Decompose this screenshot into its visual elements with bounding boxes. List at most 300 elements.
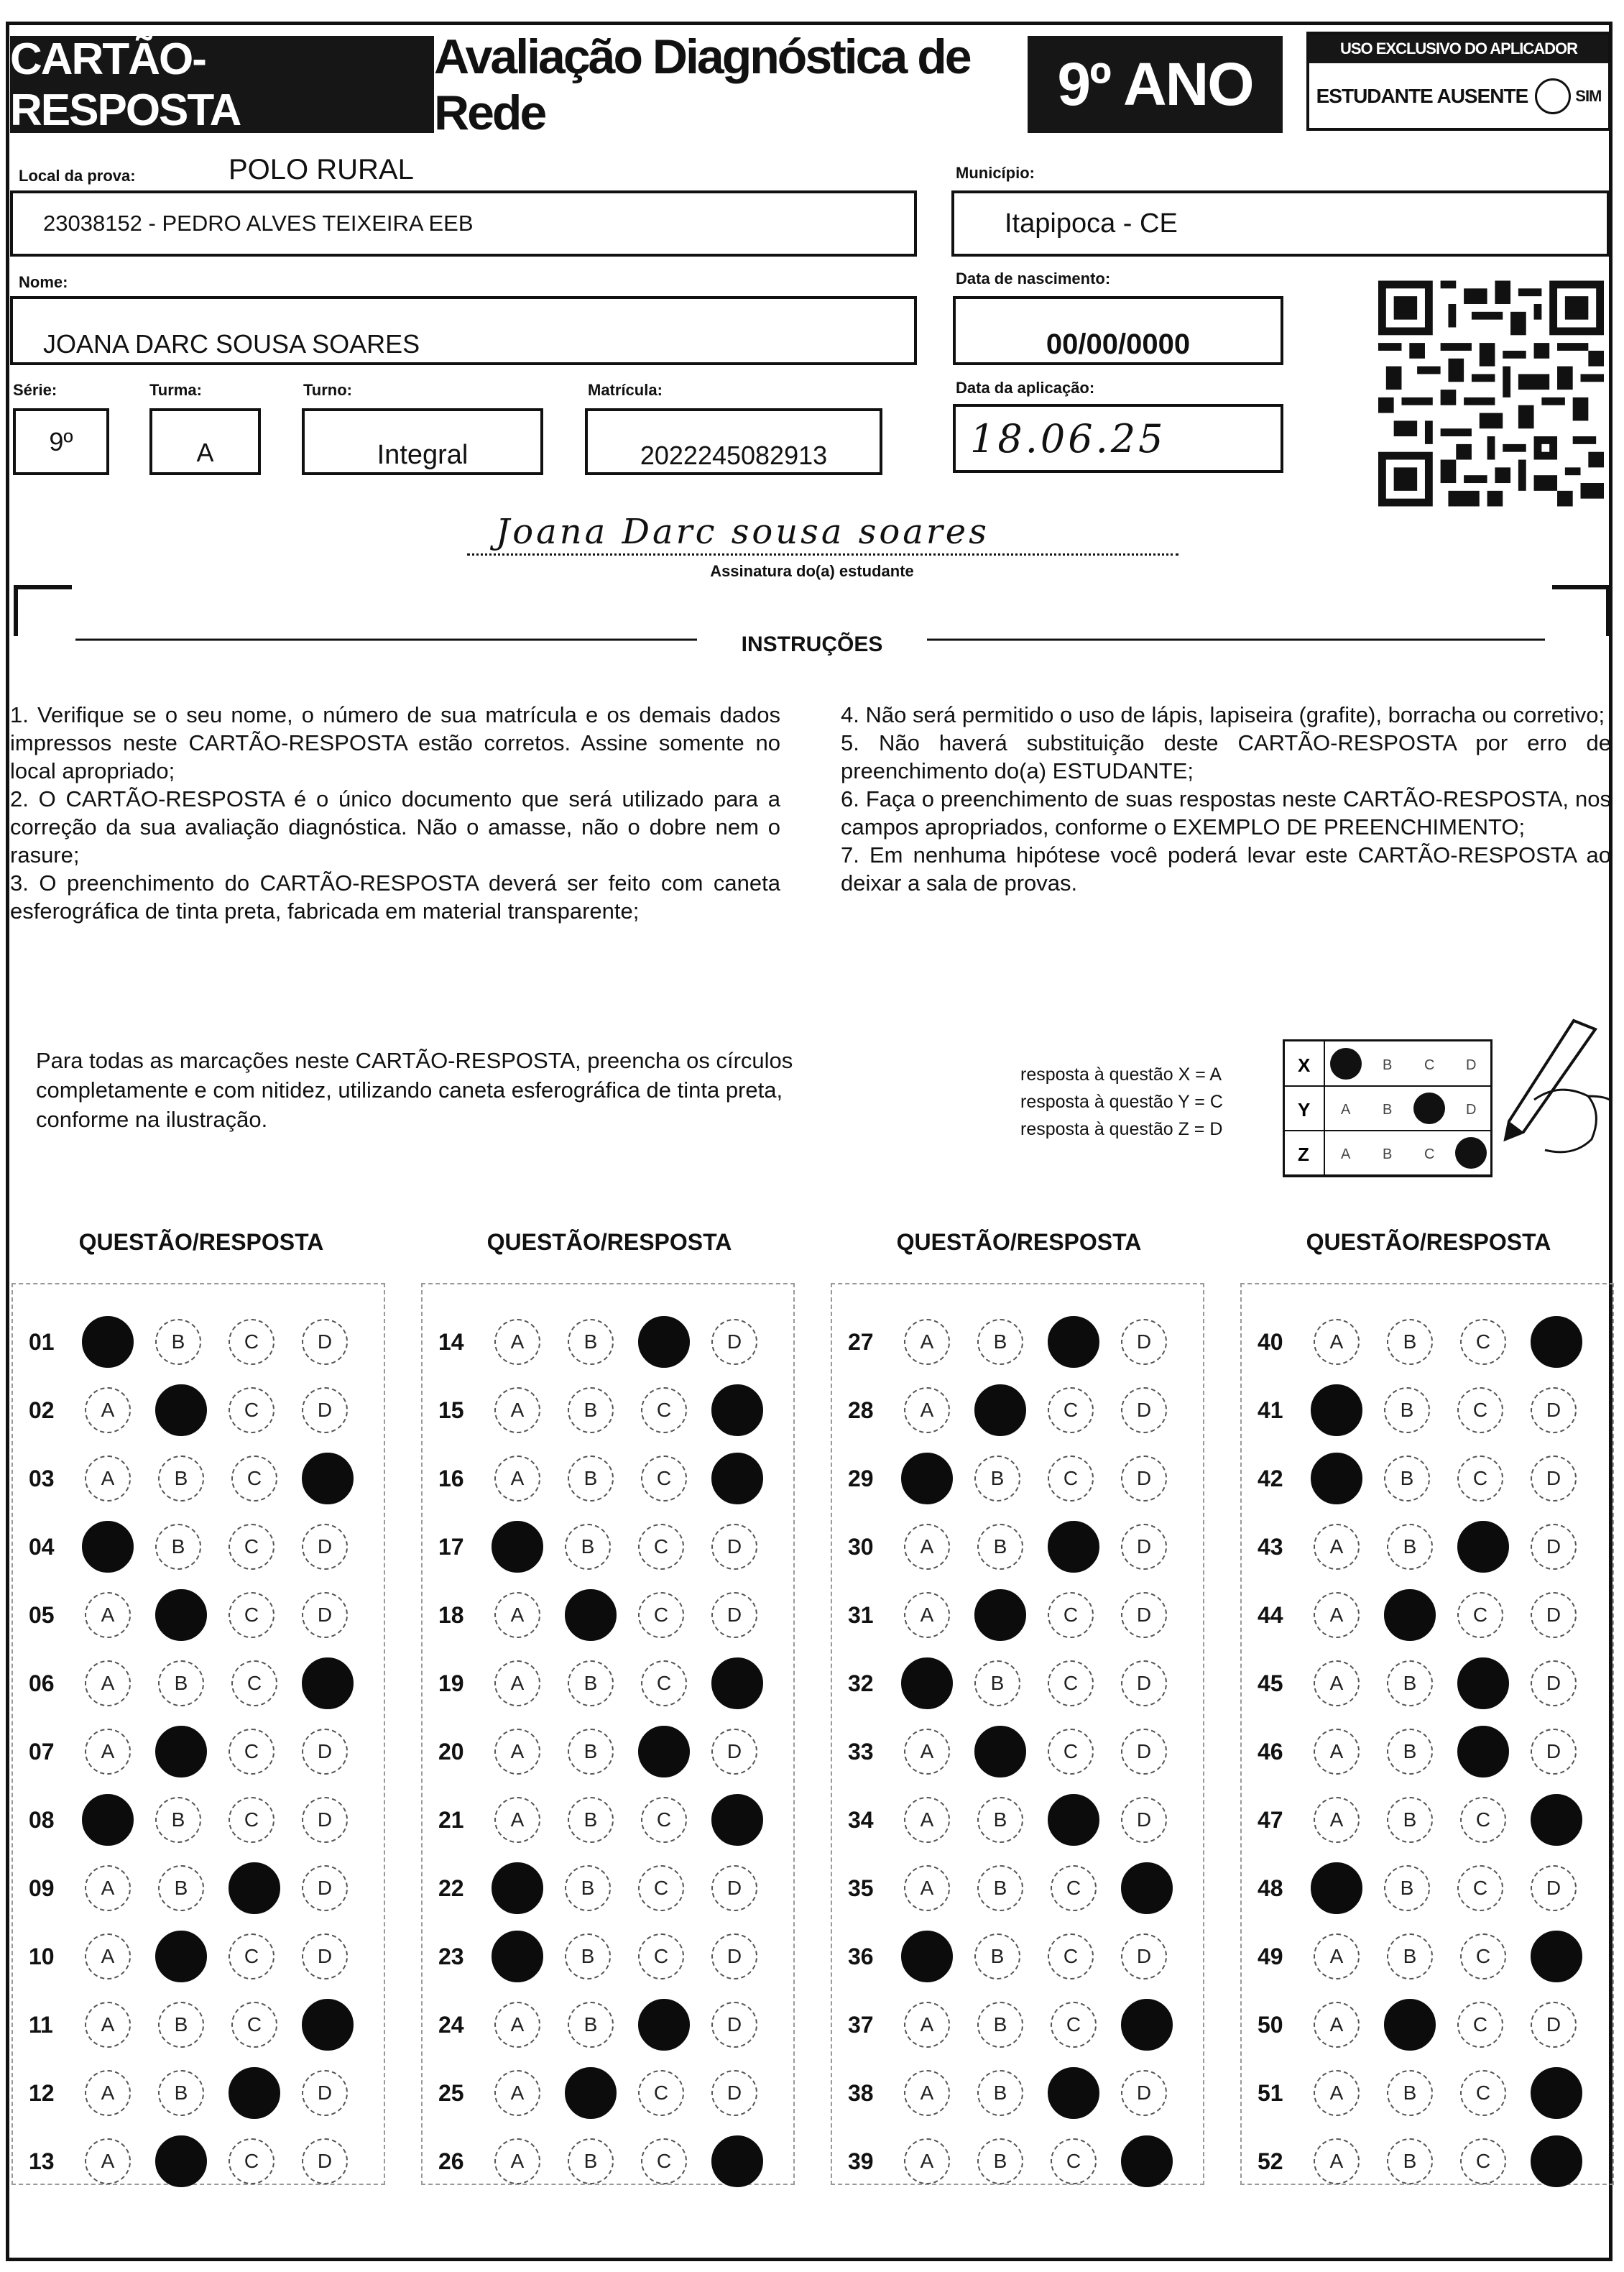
answer-bubble-c[interactable] (229, 1862, 280, 1914)
answer-bubble-d[interactable]: D (1121, 1387, 1167, 1433)
example-bubble-letter: B (1383, 1057, 1393, 1073)
answer-bubble-d[interactable]: D (302, 1729, 348, 1775)
turno-value: Integral (377, 440, 469, 470)
example-line: resposta à questão X = A (1020, 1064, 1222, 1085)
question-row (423, 1586, 796, 1644)
question-row (13, 1381, 387, 1439)
answer-bubble-c[interactable]: C (229, 1524, 274, 1570)
question-number: 22 (438, 1875, 464, 1901)
answer-bubble-d[interactable] (1121, 2135, 1173, 2187)
answer-bubble-d[interactable]: D (1531, 1455, 1577, 1501)
instructions-left (10, 701, 780, 925)
answer-bubble-d[interactable]: D (1531, 1729, 1577, 1775)
question-number: 24 (438, 2011, 464, 2038)
answer-bubble-d[interactable]: D (711, 1933, 757, 1979)
answer-bubble-d[interactable] (1121, 1862, 1173, 1914)
answer-bubble-d[interactable]: D (302, 2138, 348, 2184)
answer-bubble-c[interactable]: C (231, 1660, 277, 1706)
answer-bubble-d[interactable] (1121, 1999, 1173, 2051)
answer-bubble-d[interactable]: D (711, 2002, 757, 2048)
answer-bubble-a[interactable]: A (494, 1387, 540, 1433)
question-row (423, 1381, 796, 1439)
answer-bubble-d[interactable] (302, 1999, 354, 2051)
answer-bubble-d[interactable]: D (302, 1865, 348, 1911)
answer-bubble-d[interactable]: D (1121, 1455, 1167, 1501)
answer-bubble-a[interactable]: A (85, 2070, 131, 2116)
answer-bubble-b[interactable]: B (568, 1319, 614, 1365)
answer-bubble-d[interactable] (711, 2135, 763, 2187)
answer-bubble-a[interactable]: A (1314, 1660, 1360, 1706)
question-number: 06 (29, 1670, 55, 1696)
answer-bubble-d[interactable]: D (711, 1865, 757, 1911)
answer-bubble-c[interactable]: C (1048, 1387, 1094, 1433)
answer-bubble-d[interactable]: D (302, 1933, 348, 1979)
answer-bubble-b[interactable]: B (565, 1933, 611, 1979)
question-row (1242, 1928, 1615, 1985)
answer-bubble-b[interactable]: B (568, 1387, 614, 1433)
answer-bubble-c[interactable]: C (638, 1592, 684, 1638)
question-row (423, 1859, 796, 1917)
absent-box (1306, 32, 1611, 131)
example-bubble-letter: B (1383, 1102, 1393, 1118)
question-number: 43 (1258, 1533, 1283, 1560)
answer-bubble-c[interactable]: C (1460, 2070, 1506, 2116)
answer-bubble-b[interactable]: B (1387, 1660, 1433, 1706)
pen-icon (1466, 1013, 1610, 1179)
answer-bubble-d[interactable]: D (711, 2070, 757, 2116)
local-label: Local da prova: (19, 167, 136, 185)
question-row (1242, 1586, 1615, 1644)
answer-bubble-b[interactable]: B (565, 1524, 611, 1570)
answer-bubble-c[interactable]: C (1457, 1455, 1503, 1501)
instruction-item: 4. Não será permitido o uso de lápis, lapiseira (grafite), borracha ou corretivo; (841, 702, 1605, 727)
answer-bubble-c[interactable]: C (641, 1797, 687, 1843)
answer-bubble-a[interactable]: A (904, 1592, 950, 1638)
answer-bubble-b[interactable]: B (977, 2138, 1023, 2184)
question-number: 47 (1258, 1806, 1283, 1833)
instruction-item: 5. Não haverá substituição deste CARTÃO-RESPOSTA por erro de preenchimento do(a) ESTUDANTE; (841, 730, 1611, 783)
answer-bubble-c[interactable] (1048, 2067, 1099, 2119)
answer-bubble-b[interactable]: B (568, 1729, 614, 1775)
answer-bubble-c[interactable]: C (229, 1729, 274, 1775)
question-row (832, 1518, 1206, 1576)
answer-bubble-a[interactable]: A (85, 1592, 131, 1638)
answer-bubble-d[interactable]: D (1121, 1319, 1167, 1365)
answer-bubble-c[interactable]: C (231, 1455, 277, 1501)
answer-bubble-b[interactable]: B (1387, 1797, 1433, 1843)
answer-bubble-c[interactable] (1048, 1794, 1099, 1846)
turno-label: Turno: (303, 381, 353, 399)
instruction-item: 3. O preenchimento do CARTÃO-RESPOSTA deverá ser feito com caneta esferográfica de tinta preta, fabricada em material transparente; (10, 870, 780, 924)
answer-bubble-d[interactable]: D (302, 1592, 348, 1638)
answer-bubble-d[interactable] (711, 1794, 763, 1846)
question-number: 13 (29, 2148, 55, 2174)
answer-bubble-c[interactable]: C (641, 2138, 687, 2184)
answer-bubble-c[interactable]: C (229, 1592, 274, 1638)
answer-bubble-a[interactable]: A (1314, 2138, 1360, 2184)
answer-bubble-c[interactable]: C (641, 1660, 687, 1706)
answer-bubble-b[interactable]: B (974, 1660, 1020, 1706)
answer-bubble-b[interactable] (1384, 1589, 1436, 1641)
question-row (1242, 1723, 1615, 1780)
answer-bubble-b[interactable]: B (1387, 1524, 1433, 1570)
question-number: 38 (848, 2079, 874, 2106)
answer-bubble-b[interactable]: B (568, 1797, 614, 1843)
answer-bubble-b[interactable] (155, 1726, 207, 1777)
turno-field (302, 408, 543, 475)
answer-bubble-b[interactable] (155, 2135, 207, 2187)
answer-bubble-a[interactable]: A (1314, 1729, 1360, 1775)
question-number: 01 (29, 1328, 55, 1355)
answer-bubble-b[interactable]: B (1387, 1319, 1433, 1365)
absent-checkbox[interactable] (1535, 78, 1571, 114)
example-bubble-letter: D (1466, 1102, 1477, 1118)
answer-bubble-d[interactable]: D (1121, 1729, 1167, 1775)
answer-bubble-a[interactable] (1311, 1862, 1362, 1914)
column-heading: QUESTÃO/RESPOSTA (78, 1229, 324, 1255)
answer-bubble-a[interactable]: A (494, 1660, 540, 1706)
answer-bubble-b[interactable]: B (1387, 1729, 1433, 1775)
answer-bubble-c[interactable]: C (1048, 1729, 1094, 1775)
answer-bubble-b[interactable] (974, 1589, 1026, 1641)
answer-bubble-c[interactable]: C (1457, 2002, 1503, 2048)
answer-bubble-c[interactable]: C (1048, 1455, 1094, 1501)
question-number: 04 (29, 1533, 55, 1560)
answer-bubble-d[interactable] (711, 1384, 763, 1436)
answer-bubble-d[interactable] (1531, 2135, 1582, 2187)
answer-bubble-d[interactable]: D (1121, 1660, 1167, 1706)
answer-bubble-c[interactable] (638, 1316, 690, 1368)
answer-bubble-b[interactable] (1384, 1999, 1436, 2051)
answer-bubble-b[interactable]: B (158, 1455, 204, 1501)
answer-bubble-b[interactable]: B (977, 2002, 1023, 2048)
answer-bubble-c[interactable]: C (1048, 1592, 1094, 1638)
answer-bubble-d[interactable]: D (1531, 1387, 1577, 1433)
answer-bubble-b[interactable]: B (155, 1797, 201, 1843)
example-bubble-letter: D (1466, 1057, 1477, 1073)
answer-bubble-a[interactable]: A (494, 1797, 540, 1843)
answer-bubble-d[interactable] (1531, 1794, 1582, 1846)
question-row (423, 1518, 796, 1576)
local-value: POLO RURAL (229, 154, 414, 185)
answer-bubble-c[interactable]: C (1460, 1319, 1506, 1365)
answer-bubble-a[interactable]: A (904, 1524, 950, 1570)
answer-bubble-c[interactable]: C (641, 1455, 687, 1501)
nascimento-label: Data de nascimento: (956, 270, 1111, 288)
answer-bubble-b[interactable]: B (977, 2070, 1023, 2116)
answer-bubble-c[interactable]: C (1048, 1933, 1094, 1979)
answer-bubble-b[interactable]: B (1384, 1387, 1430, 1433)
question-row (13, 1996, 387, 2053)
answer-bubble-a[interactable] (492, 1521, 543, 1573)
question-row (13, 1313, 387, 1371)
example-bubble-letter: A (1341, 1146, 1351, 1162)
answer-bubble-b[interactable]: B (1384, 1865, 1430, 1911)
question-number: 11 (29, 2011, 53, 2038)
answer-bubble-b[interactable] (155, 1589, 207, 1641)
answer-bubble-d[interactable]: D (1531, 1592, 1577, 1638)
answer-bubble-b[interactable]: B (974, 1455, 1020, 1501)
answer-bubble-d[interactable]: D (302, 1387, 348, 1433)
answer-bubble-b[interactable]: B (155, 1319, 201, 1365)
answer-bubble-b[interactable]: B (158, 1660, 204, 1706)
question-number: 34 (848, 1806, 874, 1833)
question-row (832, 1859, 1206, 1917)
answer-bubble-b[interactable] (155, 1384, 207, 1436)
answer-bubble-a[interactable]: A (904, 1319, 950, 1365)
answer-bubble-a[interactable]: A (904, 1387, 950, 1433)
answer-bubble-b[interactable]: B (1387, 1933, 1433, 1979)
answer-bubble-b[interactable]: B (158, 2070, 204, 2116)
answer-bubble-d[interactable] (711, 1657, 763, 1709)
answer-bubble-c[interactable] (1048, 1521, 1099, 1573)
answer-bubble-b[interactable] (974, 1726, 1026, 1777)
nome-value: JOANA DARC SOUSA SOARES (43, 329, 420, 359)
aplicacao-field (953, 404, 1283, 473)
answer-bubble-b[interactable] (565, 2067, 617, 2119)
answer-bubble-c[interactable]: C (229, 1319, 274, 1365)
answer-bubble-a[interactable] (492, 1862, 543, 1914)
answer-bubble-a[interactable]: A (494, 1592, 540, 1638)
answer-column (831, 1283, 1204, 2185)
matricula-value: 2022245082913 (640, 441, 828, 470)
answer-bubble-d[interactable] (302, 1453, 354, 1504)
question-row (832, 1586, 1206, 1644)
answer-bubble-a[interactable] (901, 1453, 953, 1504)
answer-bubble-c[interactable]: C (1048, 1660, 1094, 1706)
school-value: 23038152 - PEDRO ALVES TEIXEIRA EEB (43, 211, 474, 236)
example-legend (1020, 1061, 1223, 1143)
question-row (832, 1381, 1206, 1439)
card-title: CARTÃO-RESPOSTA (10, 36, 434, 133)
answer-bubble-d[interactable]: D (302, 1319, 348, 1365)
question-row (423, 1928, 796, 1985)
fill-note: Para todas as marcações neste CARTÃO-RESPOSTA, preencha os círculos completamente e com nitidez, utilizando caneta esferográfica de tinta preta, conforme na ilustração. (36, 1048, 793, 1132)
question-number: 35 (848, 1875, 874, 1901)
answer-bubble-b[interactable]: B (974, 1933, 1020, 1979)
answer-bubble-c[interactable]: C (229, 1797, 274, 1843)
answer-bubble-d[interactable] (1531, 1316, 1582, 1368)
question-row (13, 1655, 387, 1712)
answer-bubble-b[interactable]: B (977, 1319, 1023, 1365)
answer-bubble-a[interactable]: A (904, 2138, 950, 2184)
question-row (1242, 1313, 1615, 1371)
qr-code (1378, 277, 1604, 510)
question-row (423, 1450, 796, 1507)
answer-bubble-d[interactable]: D (711, 1592, 757, 1638)
answer-bubble-a[interactable]: A (1314, 1797, 1360, 1843)
column-heading: QUESTÃO/RESPOSTA (896, 1229, 1142, 1255)
question-row (423, 1723, 796, 1780)
answer-bubble-a[interactable] (82, 1316, 134, 1368)
answer-bubble-c[interactable]: C (229, 1387, 274, 1433)
answer-bubble-c[interactable]: C (1457, 1865, 1503, 1911)
question-number: 15 (438, 1397, 464, 1423)
question-row (832, 2064, 1206, 2122)
question-row (13, 1723, 387, 1780)
answer-bubble-d[interactable]: D (1531, 1660, 1577, 1706)
answer-bubble-d[interactable]: D (1121, 2070, 1167, 2116)
answer-bubble-c[interactable] (1457, 1521, 1509, 1573)
instructions-title: INSTRUÇÕES (741, 633, 883, 656)
answer-bubble-d[interactable]: D (1531, 1524, 1577, 1570)
answer-bubble-d[interactable] (711, 1453, 763, 1504)
answer-bubble-b[interactable]: B (977, 1524, 1023, 1570)
answer-bubble-c[interactable] (638, 1999, 690, 2051)
question-row (832, 1450, 1206, 1507)
answer-bubble-d[interactable]: D (1121, 1933, 1167, 1979)
answer-bubble-a[interactable] (901, 1931, 953, 1982)
answer-bubble-d[interactable]: D (711, 1524, 757, 1570)
answer-bubble-c[interactable]: C (638, 1933, 684, 1979)
answer-bubble-a[interactable]: A (494, 2070, 540, 2116)
answer-bubble-d[interactable]: D (711, 1729, 757, 1775)
answer-bubble-a[interactable]: A (85, 1933, 131, 1979)
question-number: 21 (438, 1806, 464, 1833)
answer-bubble-a[interactable] (1311, 1453, 1362, 1504)
answer-bubble-a[interactable]: A (904, 2002, 950, 2048)
question-row (1242, 2133, 1615, 2190)
answer-bubble-d[interactable]: D (1531, 2002, 1577, 2048)
answer-bubble-c[interactable]: C (641, 1387, 687, 1433)
answer-bubble-c[interactable]: C (1051, 2138, 1097, 2184)
answer-bubble-b[interactable]: B (977, 1865, 1023, 1911)
question-number: 09 (29, 1875, 55, 1901)
answer-column (421, 1283, 795, 2185)
answer-bubble-a[interactable]: A (1314, 1319, 1360, 1365)
question-row (1242, 1996, 1615, 2053)
answer-bubble-b[interactable]: B (568, 1455, 614, 1501)
answer-bubble-a[interactable]: A (85, 1729, 131, 1775)
answer-bubble-b[interactable]: B (977, 1797, 1023, 1843)
question-number: 44 (1258, 1601, 1283, 1628)
answer-bubble-d[interactable] (302, 1657, 354, 1709)
answer-bubble-d[interactable]: D (1121, 1797, 1167, 1843)
answer-bubble-c[interactable] (1457, 1726, 1509, 1777)
answer-bubble-d[interactable]: D (1531, 1865, 1577, 1911)
answer-bubble-b[interactable]: B (155, 1524, 201, 1570)
serie-label: Série: (13, 381, 57, 399)
answer-bubble-a[interactable]: A (85, 1660, 131, 1706)
answer-bubble-d[interactable]: D (1121, 1524, 1167, 1570)
question-row (832, 1791, 1206, 1849)
answer-bubble-a[interactable] (492, 1931, 543, 1982)
answer-bubble-c[interactable]: C (1460, 2138, 1506, 2184)
answer-bubble-a[interactable]: A (494, 1729, 540, 1775)
answer-bubble-b[interactable] (565, 1589, 617, 1641)
answer-bubble-d[interactable]: D (302, 1524, 348, 1570)
answer-bubble-c[interactable] (229, 2067, 280, 2119)
question-row (1242, 1859, 1615, 1917)
answer-bubble-c[interactable]: C (638, 2070, 684, 2116)
answer-bubble-a[interactable]: A (1314, 1933, 1360, 1979)
answer-bubble-d[interactable] (1531, 1931, 1582, 1982)
instruction-item: 6. Faça o preenchimento de suas respostas neste CARTÃO-RESPOSTA, nos campos apropriados, conforme o EXEMPLO DE PREENCHIMENTO; (841, 786, 1611, 840)
question-row (13, 2133, 387, 2190)
answer-bubble-c[interactable] (1048, 1316, 1099, 1368)
answer-bubble-c[interactable]: C (1460, 1797, 1506, 1843)
municipio-value: Itapipoca - CE (1005, 208, 1178, 239)
example-bubble-filled (1330, 1048, 1362, 1080)
answer-bubble-c[interactable]: C (1460, 1933, 1506, 1979)
answer-bubble-a[interactable]: A (85, 2002, 131, 2048)
answer-bubble-b[interactable]: B (1384, 1455, 1430, 1501)
example-question-label: Y (1298, 1099, 1311, 1121)
question-number: 08 (29, 1806, 55, 1833)
answer-bubble-a[interactable]: A (1314, 1524, 1360, 1570)
column-heading: QUESTÃO/RESPOSTA (486, 1229, 732, 1255)
question-number: 29 (848, 1465, 874, 1491)
answer-bubble-b[interactable]: B (1387, 2138, 1433, 2184)
answer-bubble-c[interactable]: C (229, 2138, 274, 2184)
answer-bubble-d[interactable]: D (302, 1797, 348, 1843)
answer-bubble-a[interactable]: A (904, 1865, 950, 1911)
answer-bubble-c[interactable]: C (229, 1933, 274, 1979)
answer-bubble-a[interactable] (82, 1521, 134, 1573)
answer-bubble-d[interactable]: D (1121, 1592, 1167, 1638)
answer-bubble-b[interactable] (974, 1384, 1026, 1436)
answer-bubble-a[interactable]: A (494, 2138, 540, 2184)
answer-bubble-a[interactable]: A (85, 1387, 131, 1433)
example-bubble-letter: B (1383, 1146, 1393, 1162)
answer-bubble-a[interactable]: A (85, 2138, 131, 2184)
instruction-item: 7. Em nenhuma hipótese você poderá levar este CARTÃO-RESPOSTA ao deixar a sala de provas. (841, 842, 1611, 896)
answer-bubble-a[interactable] (1311, 1384, 1362, 1436)
question-row (423, 2133, 796, 2190)
answer-bubble-a[interactable] (82, 1794, 134, 1846)
answer-bubble-b[interactable] (155, 1931, 207, 1982)
answer-bubble-a[interactable]: A (494, 1455, 540, 1501)
answer-bubble-c[interactable]: C (1457, 1592, 1503, 1638)
answer-bubble-c[interactable] (1457, 1657, 1509, 1709)
answer-bubble-a[interactable]: A (494, 2002, 540, 2048)
answer-bubble-b[interactable]: B (568, 1660, 614, 1706)
answer-bubble-a[interactable]: A (85, 1455, 131, 1501)
answer-bubble-b[interactable]: B (568, 2002, 614, 2048)
question-row (832, 1655, 1206, 1712)
answer-bubble-a[interactable]: A (904, 1729, 950, 1775)
answer-bubble-c[interactable]: C (1457, 1387, 1503, 1433)
answer-bubble-b[interactable]: B (158, 1865, 204, 1911)
answer-bubble-c[interactable]: C (638, 1865, 684, 1911)
question-number: 42 (1258, 1465, 1283, 1491)
answer-bubble-b[interactable]: B (1387, 2070, 1433, 2116)
answer-bubble-a[interactable]: A (1314, 1592, 1360, 1638)
answer-bubble-a[interactable]: A (85, 1865, 131, 1911)
answer-bubble-c[interactable]: C (231, 2002, 277, 2048)
answer-bubble-c[interactable]: C (638, 1524, 684, 1570)
answer-bubble-b[interactable]: B (568, 2138, 614, 2184)
question-number: 52 (1258, 2148, 1283, 2174)
answer-bubble-a[interactable]: A (1314, 2002, 1360, 2048)
answer-bubble-a[interactable]: A (904, 2070, 950, 2116)
answer-bubble-b[interactable]: B (565, 1865, 611, 1911)
example-bubble-filled (1413, 1093, 1445, 1124)
answer-bubble-d[interactable]: D (302, 2070, 348, 2116)
question-number: 28 (848, 1397, 874, 1423)
answer-bubble-b[interactable]: B (158, 2002, 204, 2048)
answer-bubble-a[interactable]: A (1314, 2070, 1360, 2116)
question-number: 03 (29, 1465, 55, 1491)
answer-bubble-d[interactable]: D (711, 1319, 757, 1365)
answer-bubble-a[interactable] (901, 1657, 953, 1709)
answer-bubble-d[interactable] (1531, 2067, 1582, 2119)
answer-bubble-a[interactable]: A (904, 1797, 950, 1843)
answer-bubble-c[interactable] (638, 1726, 690, 1777)
answer-bubble-c[interactable]: C (1051, 2002, 1097, 2048)
answer-bubble-a[interactable]: A (494, 1319, 540, 1365)
answer-bubble-c[interactable]: C (1051, 1865, 1097, 1911)
